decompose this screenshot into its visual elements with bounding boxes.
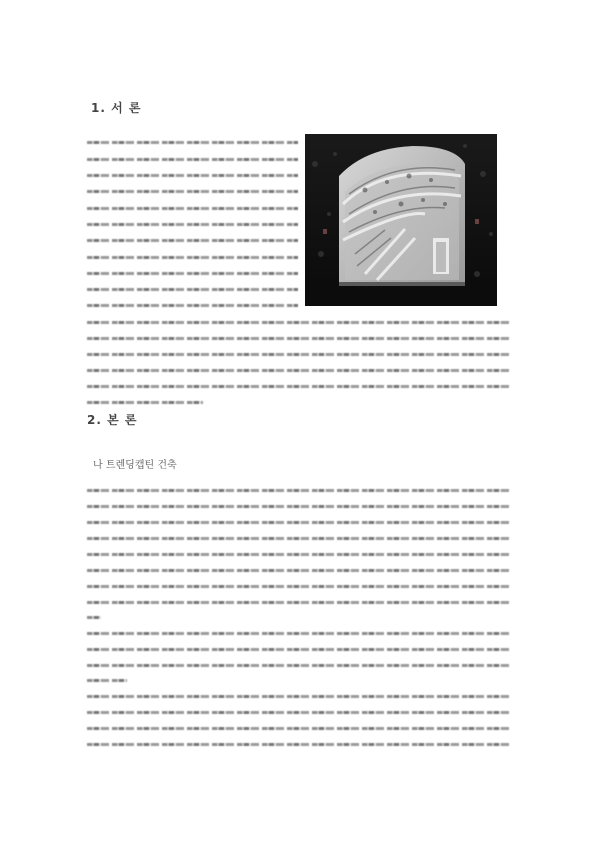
text-line — [87, 535, 511, 542]
pavilion-building-image — [305, 134, 497, 306]
text-line — [87, 551, 511, 558]
text-line — [87, 725, 511, 732]
text-line — [87, 237, 298, 244]
section-heading-body — [87, 411, 137, 428]
text-line — [87, 367, 511, 374]
pavilion-photo — [305, 134, 497, 306]
text-line — [87, 188, 298, 195]
text-line — [87, 270, 298, 277]
text-line — [87, 646, 511, 653]
text-line — [87, 741, 511, 748]
text-line — [87, 254, 298, 261]
subsection-heading: 나 트렌딩캡틴 건축 — [93, 460, 177, 471]
text-line — [87, 519, 511, 526]
text-line — [87, 383, 511, 390]
text-line — [87, 286, 298, 293]
text-line — [87, 709, 511, 716]
text-line — [87, 156, 298, 163]
text-line — [87, 693, 511, 700]
text-line — [87, 172, 298, 179]
section-heading-introduction — [91, 99, 141, 116]
text-line — [87, 335, 511, 342]
text-line — [87, 677, 127, 684]
text-line — [87, 583, 511, 590]
text-line — [87, 487, 511, 494]
text-line — [87, 630, 511, 637]
section-number: 2. — [87, 413, 102, 427]
text-line — [87, 503, 511, 510]
text-line — [87, 139, 298, 146]
text-line — [87, 662, 511, 669]
text-line — [87, 567, 511, 574]
text-line — [87, 399, 203, 406]
text-line — [87, 221, 298, 228]
text-line — [87, 302, 298, 309]
text-line — [87, 351, 511, 358]
section-number: 1. — [91, 101, 106, 115]
text-line — [87, 319, 511, 326]
text-line — [87, 599, 511, 606]
text-line — [87, 614, 101, 621]
section-title: 본 론 — [107, 413, 138, 427]
section-title: 서 론 — [111, 101, 142, 115]
text-line — [87, 205, 298, 212]
